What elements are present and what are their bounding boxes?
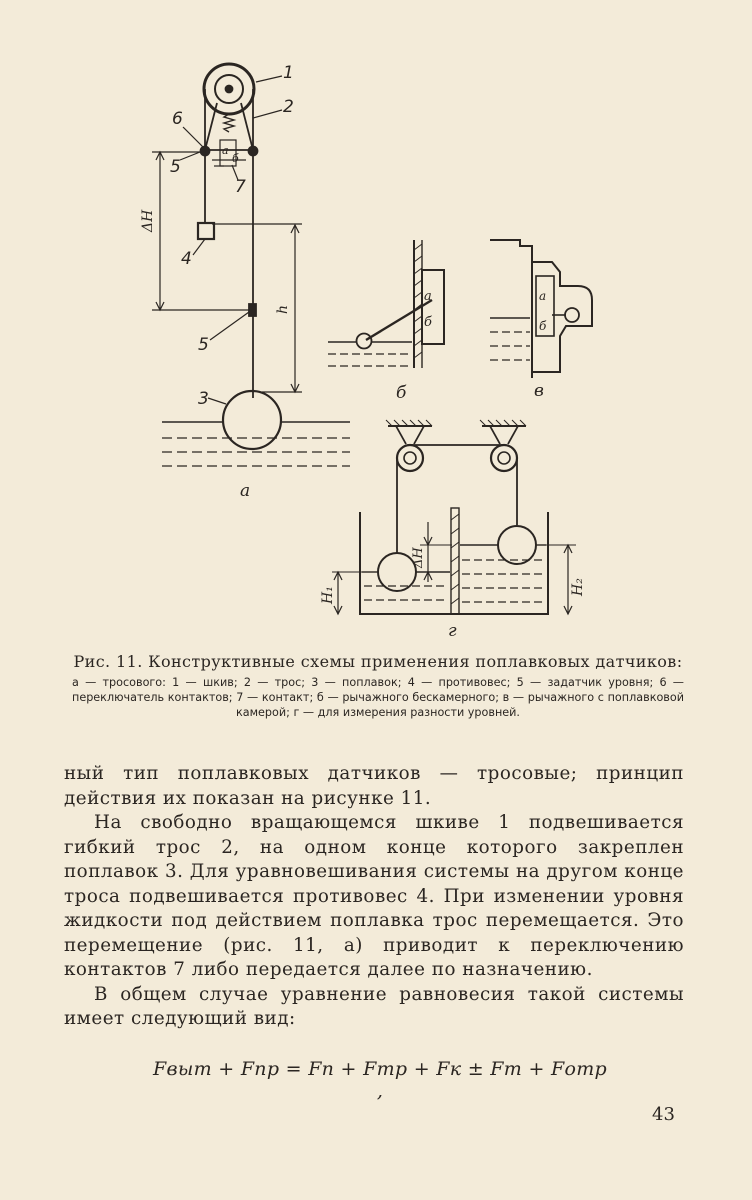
caption-legend: а — тросового: 1 — шкив; 2 — трос; 3 — поплавок; 4 — противовес; 5 — задатчик уровня; 6 — переключатель контактов; 7 — контакт; б — рычажного бескамерного; в — рычажного с поплавковой камерой; г — для измерения разности уровней. [72,676,684,719]
figure-caption [72,652,684,720]
panel-b-contact-b: б [424,315,432,330]
label-level-setter-top: 5 [170,157,181,177]
paragraph-equation-intro: В общем случае уравнение равновесия такой системы имеет следующий вид: [64,983,684,1029]
label-pulley: 1 [283,63,294,83]
label-contact: 7 [235,177,246,197]
dim-g-delta-h: ΔH [411,547,426,568]
contact-letter-a: а [222,144,229,157]
panel-a-letter: а [240,481,251,501]
caption-title: Рис. 11. Конструктивные схемы применения поплавковых датчиков: [73,652,683,671]
equilibrium-formula: Fвыт + Fпр = Fп + Fтр + Fк ± Fт + Fотр , [152,1058,608,1102]
dim-h2: H₂ [570,578,586,596]
body-text [64,762,684,1032]
panel-v-letter: в [534,381,544,401]
panel-b-letter: б [396,383,407,403]
contact-letter-b: б [232,152,239,165]
label-level-setter: 5 [198,335,209,355]
panel-v-contact-b: б [539,319,547,333]
panel-b-contact-a: а [424,289,432,304]
panel-g-difference-sensor [332,420,576,614]
paragraph-continuation: ный тип поплавковых датчиков — тросовые; принцип действия их показан на рисунке 11. [64,763,684,809]
page-number: 43 [652,1104,675,1125]
panel-b-lever-sensor [328,240,444,368]
label-switch: 6 [172,109,183,129]
panel-g-letter: г [448,621,457,641]
label-float: 3 [198,389,209,409]
dim-delta-h: ΔH [140,209,156,232]
paragraph-description: На свободно вращающемся шкиве 1 подвешивается гибкий трос 2, на одном конце которого закреплен поплавок 3. Для уравновешивания системы на другом конце троса подвешивается противовес 4. При изменении уровня жидкости под действием поплавка трос перемещается. Это перемещение (рис. 11, а) приводит к переключению контактов 7 либо передается далее по назначению. [64,812,684,980]
dim-h1: H₁ [320,586,336,604]
panel-v-chamber-sensor [490,240,592,378]
panel-v-contact-a: а [539,289,547,303]
dim-h: h [275,304,291,314]
label-counterweight: 4 [181,249,192,269]
label-cable: 2 [283,97,294,117]
